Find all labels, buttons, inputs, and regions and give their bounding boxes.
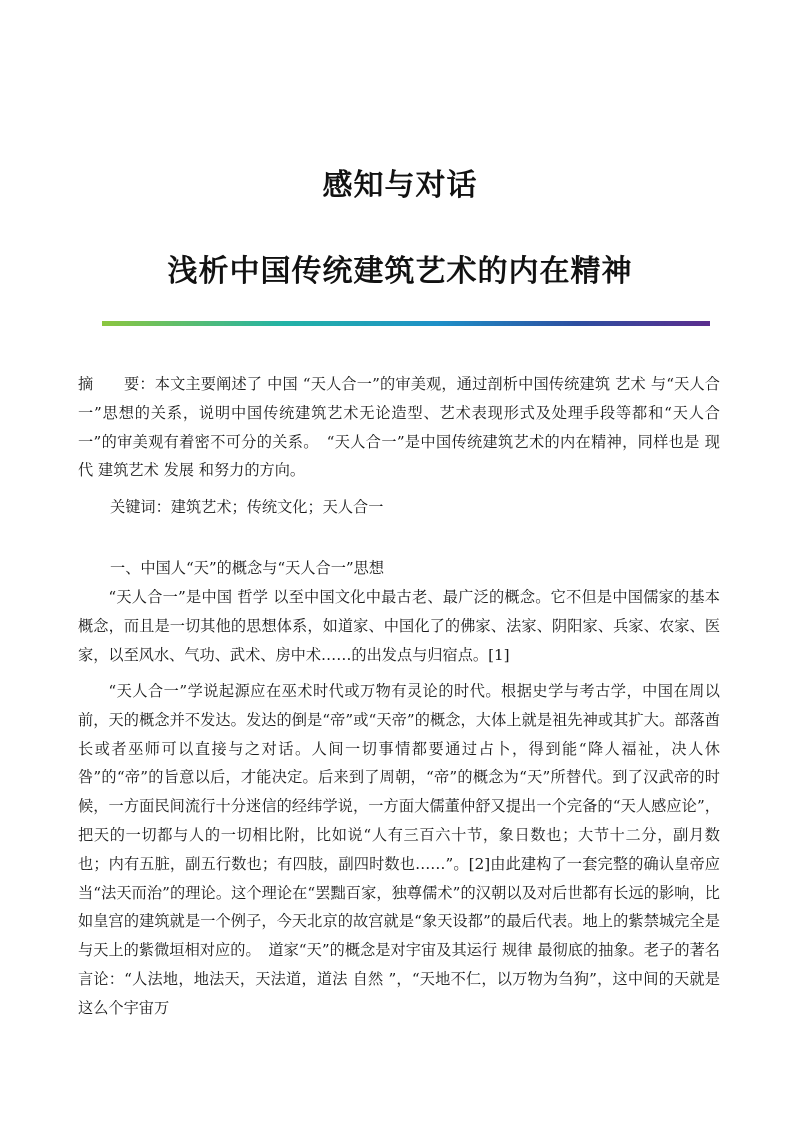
section-heading [78, 554, 752, 583]
paragraph-text: “天人合一”是中国 哲学 以至中国文化中最古老、最广泛的概念。它不但是中国儒家的基本概念，而且是一切其他的思想体系，如道家、中国化了的佛家、法家、阴阳家、兵家、农家、医家，以至风水、气功、武术、房中术……的出发点与归宿点。[1] [78, 588, 720, 664]
abstract-block [78, 370, 720, 485]
paragraph [78, 583, 720, 669]
section-heading-text: 一、中国人“天”的概念与“天人合一”思想 [110, 559, 385, 577]
paragraph [78, 677, 720, 1023]
keywords-text: 关键词：建筑艺术；传统文化；天人合一 [110, 498, 384, 516]
document-title: 感知与对话 [322, 168, 478, 203]
document-subtitle: 浅析中国传统建筑艺术的内在精神 [167, 254, 633, 289]
gradient-divider [102, 321, 710, 326]
keywords-line [78, 493, 752, 522]
paragraph-text: “天人合一”学说起源应在巫术时代或万物有灵论的时代。根据史学与考古学，中国在周以前，天的概念并不发达。发达的倒是“帝”或“天帝”的概念，大体上就是祖先神或其扩大。部落酋长或者巫师可以直接与之对话。人间一切事情都要通过占卜，得到能“降人福祉，决人休咎”的“帝”的旨意以后，才能决定。后来到了周朝，“帝”的概念为“天”所替代。到了汉武帝的时候，一方面民间流行十分迷信的经纬学说，一方面大儒董仲舒又提出一个完备的“天人感应论”，把天的一切都与人的一切相比附，比如说“人有三百六十节，象日数也；大节十二分，副月数也；内有五脏，副五行数也；有四肢，副四时数也……”。[2]由此建构了一套完整的确认皇帝应当“法天而治”的理论。这个理论在“罢黜百家，独尊儒术”的汉朝以及对后世都有长远的影响，比如皇宫的建筑就是一个例子，今天北京的故宫就是“象天设都”的最后代表。地上的紫禁城完全是与天上的紫微垣相对应的。 道家“天”的概念是对宇宙及其运行 规律 最彻底的抽象。老子的著名言论：“人法地，地法天，天法道，道法 自然 ”，“天地不仁，以万物为刍狗”，这中间的天就是这么个宇宙万 [78, 682, 720, 1017]
abstract-text: 摘 要：本文主要阐述了 中国 “天人合一”的审美观，通过剖析中国传统建筑 艺术 与“天人合一”思想的关系，说明中国传统建筑艺术无论造型、艺术表现形式及处理手段等都和“天人合一”的审美观有着密不可分的关系。 “天人合一”是中国传统建筑艺术的内在精神，同样也是 现代 建筑艺术 发展 和努力的方向。 [78, 375, 720, 480]
